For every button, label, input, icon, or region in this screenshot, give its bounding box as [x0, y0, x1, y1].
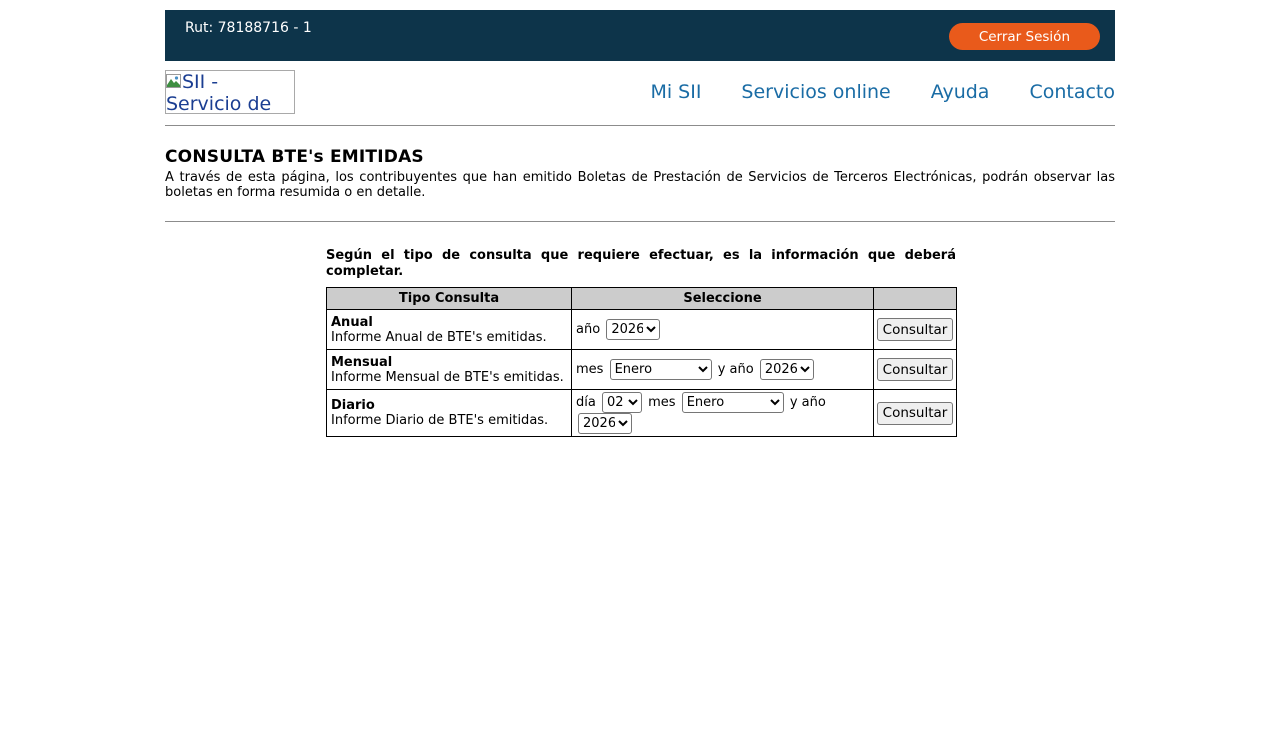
row-type-description: Informe Anual de BTE's emitidas.: [331, 329, 547, 345]
row-type-cell: [327, 310, 572, 350]
column-header-empty: [874, 288, 957, 310]
row-type-description: Informe Mensual de BTE's emitidas.: [331, 369, 564, 385]
consultar-diario-button[interactable]: Consultar: [877, 402, 953, 425]
header-divider: [165, 125, 1115, 126]
logo-nav-row: [165, 70, 1115, 114]
broken-image-icon: [166, 74, 181, 88]
session-topbar: [165, 10, 1115, 61]
column-header-tipo-consulta: Tipo Consulta: [327, 288, 572, 310]
row-select-cell: [572, 390, 874, 437]
nav-item-servicios-online[interactable]: Servicios online: [741, 81, 891, 103]
consultar-anual-button[interactable]: Consultar: [877, 318, 953, 341]
row-type-label: Diario: [331, 398, 375, 413]
anual-year-select[interactable]: [606, 319, 660, 340]
consultar-mensual-button[interactable]: Consultar: [877, 358, 953, 381]
page-title: CONSULTA BTE's EMITIDAS: [165, 147, 424, 167]
row-type-cell: [327, 350, 572, 390]
table-row-anual: [327, 310, 957, 350]
table-header-row: [327, 288, 957, 310]
row-select-cell: [572, 350, 874, 390]
table-row-mensual: [327, 350, 957, 390]
logout-button[interactable]: Cerrar Sesión: [949, 23, 1100, 50]
main-nav: [650, 81, 1115, 103]
year-label: y año: [789, 395, 826, 410]
day-label: día: [576, 395, 596, 410]
rut-label: Rut: 78188716 - 1: [185, 20, 312, 36]
year-label: año: [576, 322, 601, 337]
year-label: y año: [717, 362, 754, 377]
logo-alt-text: SII - Servicio de: [166, 71, 272, 114]
instruction-text: Según el tipo de consulta que requiere efectuar, es la información que deberá completar.: [326, 248, 956, 279]
page-container: [165, 10, 1115, 437]
row-type-description: Informe Diario de BTE's emitidas.: [331, 413, 549, 428]
mensual-year-select[interactable]: [760, 359, 814, 380]
nav-item-mi-sii[interactable]: Mi SII: [650, 81, 702, 103]
diario-year-select[interactable]: [578, 413, 632, 434]
row-action-cell: [874, 350, 957, 390]
mensual-month-select[interactable]: [610, 359, 712, 380]
table-row-diario: [327, 390, 957, 437]
row-type-label: Mensual: [331, 354, 393, 370]
column-header-seleccione: Seleccione: [572, 288, 874, 310]
nav-item-contacto[interactable]: Contacto: [1029, 81, 1115, 103]
row-action-cell: [874, 390, 957, 437]
row-type-cell: [327, 390, 572, 437]
nav-item-ayuda[interactable]: Ayuda: [930, 81, 990, 103]
page-description: A través de esta página, los contribuyentes que han emitido Boletas de Prestación de Servicios de Terceros Electrónicas, podrán observar las boletas en forma resumida o en detalle.: [165, 170, 1115, 200]
row-select-cell: [572, 310, 874, 350]
diario-day-select[interactable]: [602, 392, 642, 413]
month-label: mes: [576, 362, 604, 377]
consulta-table: [326, 287, 957, 437]
content-divider: [165, 221, 1115, 222]
row-action-cell: [874, 310, 957, 350]
diario-month-select[interactable]: [682, 392, 784, 413]
consulta-form-area: [326, 248, 956, 437]
sii-logo-link[interactable]: [165, 70, 295, 114]
month-label: mes: [648, 395, 676, 410]
row-type-label: Anual: [331, 314, 373, 330]
